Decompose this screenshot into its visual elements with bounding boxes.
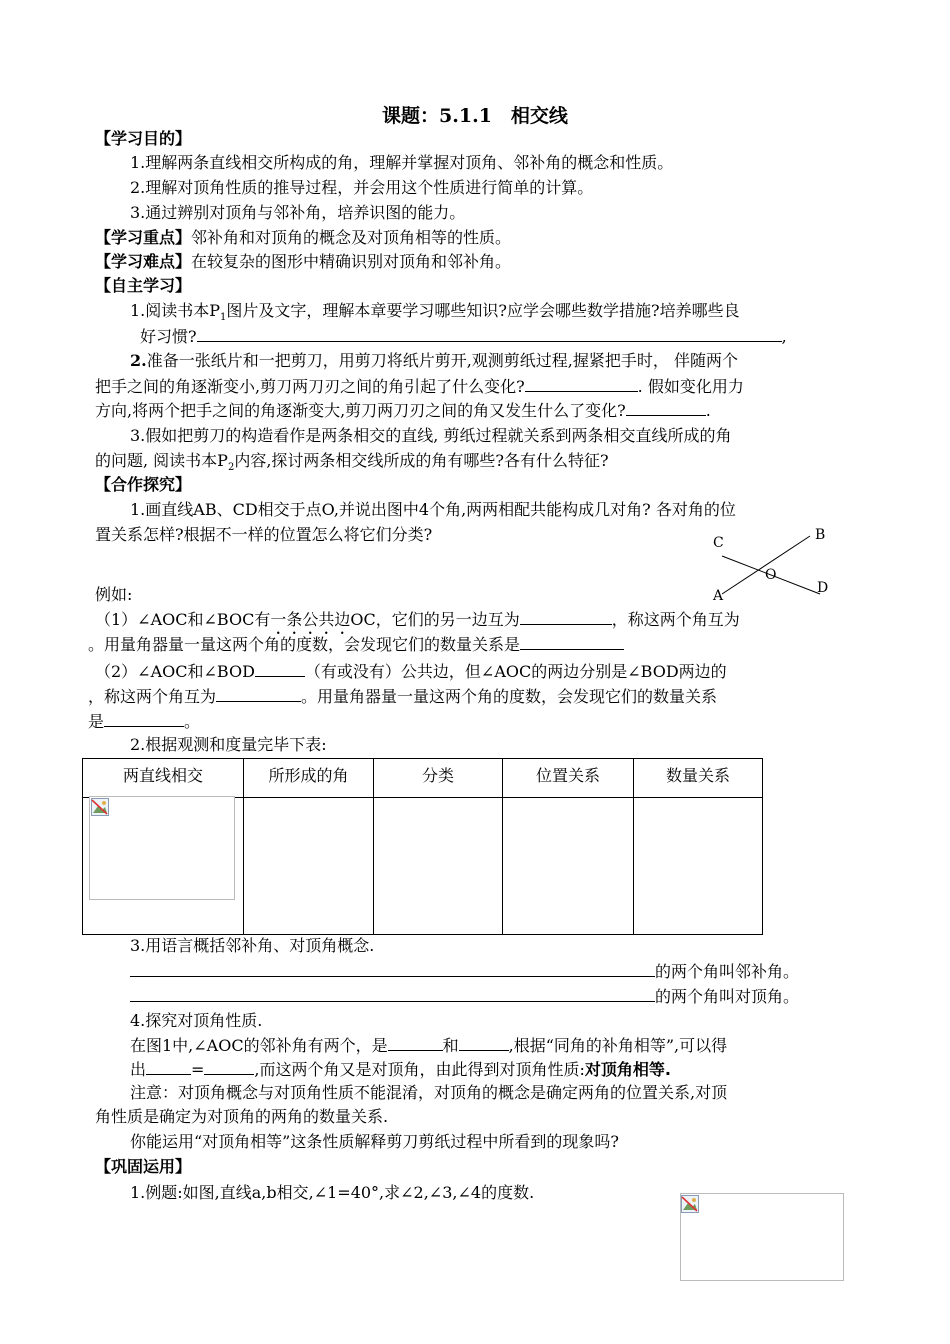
explore-question: 你能运用“对顶角相等”这条性质解释剪刀剪纸过程中所看到的现象吗? <box>130 1132 619 1151</box>
key-point-text: 邻补角和对顶角的概念及对顶角相等的性质。 <box>191 228 512 247</box>
example-1-line2 <box>88 633 624 656</box>
q3-subscript: 2 <box>227 462 235 474</box>
broken-image-icon <box>91 798 109 816</box>
p3-text-2: 的两个角叫对顶角。 <box>655 987 800 1006</box>
label-a: A <box>713 588 724 604</box>
explore-p4-line2 <box>130 1058 671 1081</box>
example-2-line3 <box>88 710 200 733</box>
p4-and: 和 <box>442 1036 459 1055</box>
q1-text-a: 1.阅读书本P <box>130 301 221 320</box>
p4-blank-1[interactable] <box>388 1034 443 1051</box>
p4-bold-property: 对顶角相等. <box>584 1060 671 1079</box>
q2-text-c: 方向,将两个把手之间的角逐渐变大,剪刀两刀刃之间的角又发生什么了变化? <box>95 401 626 420</box>
e1-text-c: ，称这两个角互为 <box>611 610 740 629</box>
explore-p3-def1 <box>130 960 799 983</box>
adjacent-angle-blank[interactable] <box>130 960 655 977</box>
e2-blank-1[interactable] <box>255 660 305 677</box>
example-label: 例如: <box>95 585 133 604</box>
table-cell[interactable] <box>244 798 374 935</box>
table-cell[interactable] <box>634 798 763 935</box>
q2-text-c-end: . <box>705 401 711 420</box>
key-point <box>95 227 511 249</box>
label-o: O <box>765 567 777 583</box>
p4-blank-3[interactable] <box>146 1058 191 1075</box>
table-header-cell: 分类 <box>374 759 503 798</box>
table-cell[interactable] <box>503 798 634 935</box>
apply-heading: 【巩固运用】 <box>95 1157 192 1176</box>
q2-text-b: 把手之间的角逐渐变小,剪刀两刀刃之间的角引起了什么变化? <box>95 377 525 396</box>
q3-text-b: 内容,探讨两条相交线所成的角有哪些?各有什么特征? <box>234 451 609 470</box>
apply-example-1: 1.例题:如图,直线a,b相交,∠1=40°,求∠2,∠3,∠4的度数. <box>130 1183 535 1202</box>
explore-p1-line2: 置关系怎样?根据不一样的位置怎么将它们分类? <box>95 525 433 544</box>
vertical-angle-blank[interactable] <box>130 985 655 1002</box>
label-c: C <box>713 535 724 551</box>
explore-p3: 3.用语言概括邻补角、对顶角概念. <box>130 936 375 955</box>
p4-text-b: ,根据“同角的补角相等”,可以得 <box>508 1036 728 1055</box>
p4-text-d: ,而这两个角又是对顶角，由此得到对顶角性质: <box>254 1060 585 1079</box>
q2-text-b-end: . 假如变化用力 <box>637 377 744 396</box>
e2-blank-2[interactable] <box>216 685 301 702</box>
explore-p4-line1 <box>130 1034 727 1057</box>
self-study-q2-line3 <box>95 399 711 422</box>
q2-number: 2. <box>130 351 147 370</box>
p4-blank-2[interactable] <box>459 1034 509 1051</box>
e1-text-a: （1）∠AOC和∠BOC有 <box>95 610 271 629</box>
e2-text-b: （有或没有）公共边，但∠AOC的两边分别是∠BOD两边的 <box>304 662 727 681</box>
label-d: D <box>817 580 829 596</box>
e2-text-d: 。用量角器量一量这两个角的度数，会发现它们的数量关系 <box>301 687 718 706</box>
difficulty-heading: 【学习难点】 <box>95 252 192 271</box>
goal-item-3: 3.通过辨别对顶角与邻补角，培养识图的能力。 <box>130 203 466 222</box>
explore-p1-line1: 1.画直线AB、CD相交于点O,并说出图中4个角,两两相配共能构成几对角? 各对角的位 <box>130 500 736 519</box>
self-study-q1-line2 <box>140 325 787 348</box>
q2-answer-blank-1[interactable] <box>525 375 638 392</box>
table-header-cell: 两直线相交 <box>83 759 244 798</box>
table-image-placeholder <box>89 796 235 900</box>
example-2-line2 <box>88 685 717 708</box>
q2-text-a: 准备一张纸片和一把剪刀，用剪刀将纸片剪开,观测剪纸过程,握紧把手时， 伴随两个 <box>146 351 738 370</box>
goal-item-2: 2.理解对顶角性质的推导过程，并会用这个性质进行简单的计算。 <box>130 178 594 197</box>
q1-text-c: 好习惯? <box>140 327 197 346</box>
p4-blank-4[interactable] <box>204 1058 254 1075</box>
e1-text-d: 。用量角器量一量这两个角的度数，会发现它们的数量关系是 <box>88 635 521 654</box>
e1-blank-1[interactable] <box>520 608 612 625</box>
key-point-heading: 【学习重点】 <box>95 228 192 247</box>
goals-heading: 【学习目的】 <box>95 129 192 148</box>
table-header-cell: 所形成的角 <box>244 759 374 798</box>
q1-end: , <box>781 327 787 346</box>
broken-image-icon <box>681 1195 699 1213</box>
self-study-q3-line1: 3.假如把剪刀的构造看作是两条相交的直线, 剪纸过程就关系到两条相交直线所成的角 <box>130 426 732 445</box>
label-b: B <box>815 527 826 543</box>
self-study-heading: 【自主学习】 <box>95 276 192 295</box>
e2-text-c: ，称这两个角互为 <box>88 687 217 706</box>
self-study-q2-line2 <box>95 375 744 398</box>
page-title: 课题：5.1.1 相交线 <box>382 105 568 127</box>
q3-text-pre: 的问题, 阅读书本P <box>95 451 228 470</box>
note-line1: 注意：对顶角概念与对顶角性质不能混淆，对顶角的概念是确定两角的位置关系,对顶 <box>130 1083 728 1102</box>
table-header-row <box>83 759 763 798</box>
note-line2: 角性质是确定为对顶角的两角的数量关系. <box>95 1107 389 1126</box>
e1-blank-2[interactable] <box>520 633 624 650</box>
e1-text-b: OC，它们的另一边互为 <box>350 610 520 629</box>
q1-answer-blank[interactable] <box>197 325 782 342</box>
difficulty-text: 在较复杂的图形中精确识别对顶角和邻补角。 <box>191 252 512 271</box>
difficulty <box>95 251 511 273</box>
q1-text-b: 图片及文字，理解本章要学习哪些知识?应学会哪些数学措施?培养哪些良 <box>226 301 740 320</box>
explore-p4: 4.探究对顶角性质. <box>130 1011 263 1030</box>
q1-subscript: 1 <box>220 312 227 324</box>
table-header-cell: 位置关系 <box>503 759 634 798</box>
e2-blank-3[interactable] <box>104 710 184 727</box>
p4-equals: = <box>191 1060 205 1079</box>
table-header-cell: 数量关系 <box>634 759 763 798</box>
self-study-q2-line1 <box>130 350 738 372</box>
goal-item-1: 1.理解两条直线相交所构成的角，理解并掌握对顶角、邻补角的概念和性质。 <box>130 153 674 172</box>
explore-p2: 2.根据观测和度量完毕下表: <box>130 735 327 754</box>
p4-text-c: 出 <box>130 1060 147 1079</box>
p3-text-1: 的两个角叫邻补角。 <box>655 962 800 981</box>
e2-text-f: 。 <box>184 712 201 731</box>
explore-p3-def2 <box>130 985 799 1008</box>
explore-heading: 【合作探究】 <box>95 475 192 494</box>
e2-text-e: 是 <box>88 712 105 731</box>
table-cell[interactable] <box>374 798 503 935</box>
example-2-line1 <box>95 660 727 683</box>
q2-answer-blank-2[interactable] <box>626 399 706 416</box>
e1-emphasis: 一条公共边 <box>270 610 351 629</box>
example-image-placeholder <box>680 1193 844 1281</box>
e2-text-a: （2）∠AOC和∠BOD <box>95 662 255 681</box>
p4-text-a: 在图1中,∠AOC的邻补角有两个，是 <box>130 1036 388 1055</box>
